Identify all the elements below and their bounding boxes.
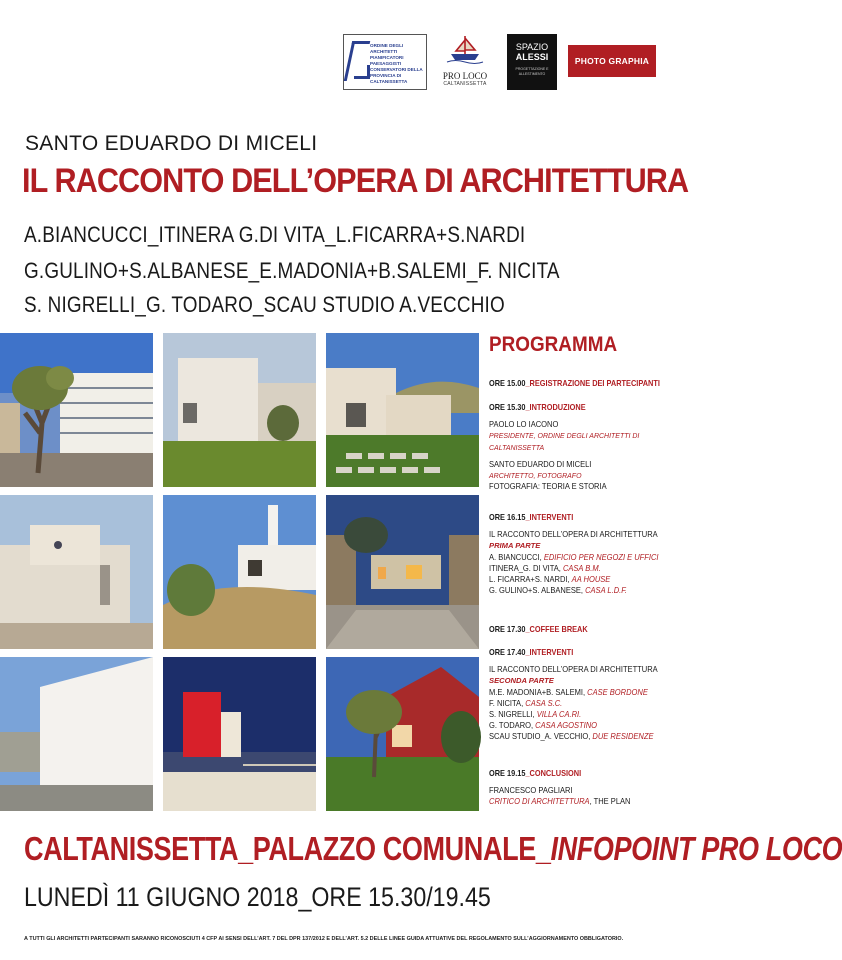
session-conclusions: [489, 768, 674, 808]
list-item: S. NIGRELLI, VILLA CA.RI.: [489, 710, 582, 720]
session-time: ORE 15.00: [489, 379, 526, 388]
session-time: ORE 16.15: [489, 513, 526, 522]
photo-olive-tree-building: [0, 333, 153, 487]
photo-courtyard-grass: [326, 333, 479, 487]
session-time: ORE 15.30: [489, 403, 526, 412]
spazio-alessi-logo: [507, 34, 557, 90]
speaker-name: SANTO EDUARDO DI MICELI: [489, 459, 592, 469]
spazio-small-text: PROGETTAZIONE E ALLESTIMENTO: [515, 67, 549, 76]
ordine-logo-text: ORDINE DEGLI ARCHITETTI PIANIFICATORI PAESAGGISTI CONSERVATORI DELLA PROVINCIA DI CALTANISSETTA: [370, 43, 423, 84]
session-introduction: [489, 402, 674, 492]
photo-grid: [0, 333, 480, 812]
speaker-name: FRANCESCO PAGLIARI: [489, 786, 573, 796]
list-item: L. FICARRA+S. NARDI, AA HOUSE: [489, 575, 611, 585]
pro-loco-city: CALTANISSETTA: [443, 81, 487, 87]
session-label: _INTRODUZIONE: [525, 403, 586, 412]
session-heading: IL RACCONTO DELL’OPERA DI ARCHITETTURA: [489, 665, 658, 675]
session-coffee-break: [489, 624, 674, 635]
list-item: ITINERA_G. DI VITA, CASA B.M.: [489, 563, 601, 573]
photo-red-block-terrace: [163, 657, 316, 811]
event-date: LUNEDÌ 11 GIUGNO 2018_ORE 15.30/19.45: [24, 882, 491, 912]
alessi-label: ALESSI: [515, 52, 549, 62]
programma-title: PROGRAMMA: [489, 333, 618, 356]
session-label: _COFFEE BREAK: [525, 625, 588, 634]
list-item: G. GULINO+S. ALBANESE, CASA L.D.F.: [489, 586, 627, 596]
architects-line-1: A.BIANCUCCI_ITINERA G.DI VITA_L.FICARRA+S.NARDI: [24, 222, 526, 247]
list-item: SCAU STUDIO_A. VECCHIO, DUE RESIDENZE: [489, 732, 654, 742]
list-item: A. BIANCUCCI, EDIFICIO PER NEGOZI E UFFICI: [489, 552, 659, 562]
cfp-footnote: A TUTTI GLI ARCHITETTI PARTECIPANTI SARANNO RICONOSCIUTI 4 CFP AI SENSI DELL’ART. 7 DEL DPR 137/2012 E DELL’ART. 5.2 DELLE LINEE GUIDA ATTUATIVE DEL REGOLAMENTO SULL’AGGIORNAMENTO OBBLIGATORIO.: [24, 936, 624, 942]
list-item: M.E. MADONIA+B. SALEMI, CASE BORDONE: [489, 687, 648, 697]
pro-loco-logo: [439, 34, 491, 90]
venue-main: CALTANISSETTA_PALAZZO COMUNALE_: [24, 830, 551, 867]
part-label: PRIMA PARTE: [489, 541, 541, 551]
session-time: ORE 19.15: [489, 769, 526, 778]
session-label: _INTERVENTI: [525, 648, 574, 657]
speaker-role: ARCHITETTO, FOTOGRAFO: [489, 471, 582, 481]
spazio-label: SPAZIO: [515, 42, 549, 52]
photo-chimney-house: [163, 495, 316, 649]
session-label: _CONCLUSIONI: [525, 769, 582, 778]
session-interventi-2: [489, 647, 674, 743]
photo-white-house-lawn: [163, 333, 316, 487]
venue-italic: INFOPOINT PRO LOCO: [550, 830, 842, 867]
session-time: ORE 17.30: [489, 625, 526, 634]
session-heading: IL RACCONTO DELL’OPERA DI ARCHITETTURA: [489, 530, 658, 540]
list-item: F. NICITA, CASA S.C.: [489, 698, 563, 708]
pro-loco-label: PRO LOCO: [442, 71, 488, 81]
speaker-name: PAOLO LO IACONO: [489, 420, 559, 430]
part-label: SECONDA PARTE: [489, 676, 554, 686]
ship-icon: [445, 34, 485, 64]
speaker-role: CRITICO DI ARCHITETTURA, THE PLAN: [489, 797, 631, 807]
architects-line-2: G.GULINO+S.ALBANESE_E.MADONIA+B.SALEMI_F. NICITA: [24, 258, 560, 283]
speaker-role: PRESIDENTE, ORDINE DEGLI ARCHITETTI DI: [489, 431, 640, 441]
venue: [24, 830, 842, 868]
architects-line-3: S. NIGRELLI_G. TODARO_SCAU STUDIO A.VECCHIO: [24, 292, 505, 317]
speaker-role-2: CALTANISSETTA: [489, 442, 545, 452]
photo-night-farmhouse: [326, 495, 479, 649]
session-label: _INTERVENTI: [525, 513, 574, 522]
list-item: G. TODARO, CASA AGOSTINO: [489, 721, 597, 731]
author-name: SANTO EDUARDO DI MICELI: [25, 132, 318, 155]
photo-white-block-building: [0, 495, 153, 649]
photo-red-house-olive: [326, 657, 479, 811]
session-interventi-1: [489, 512, 674, 596]
speaker-topic: FOTOGRAFIA: TEORIA E STORIA: [489, 482, 607, 492]
session-time: ORE 17.40: [489, 648, 526, 657]
event-title: IL RACCONTO DELL’OPERA DI ARCHITETTURA: [22, 162, 689, 200]
session-registration: [489, 378, 674, 389]
session-label: _REGISTRAZIONE DEI PARTECIPANTI: [525, 379, 660, 388]
sponsor-logos: [343, 34, 658, 90]
ordine-architetti-logo: [343, 34, 427, 90]
photo-white-wall-landscape: [0, 657, 153, 811]
photographia-logo: PHOTO GRAPHIA: [568, 45, 656, 77]
